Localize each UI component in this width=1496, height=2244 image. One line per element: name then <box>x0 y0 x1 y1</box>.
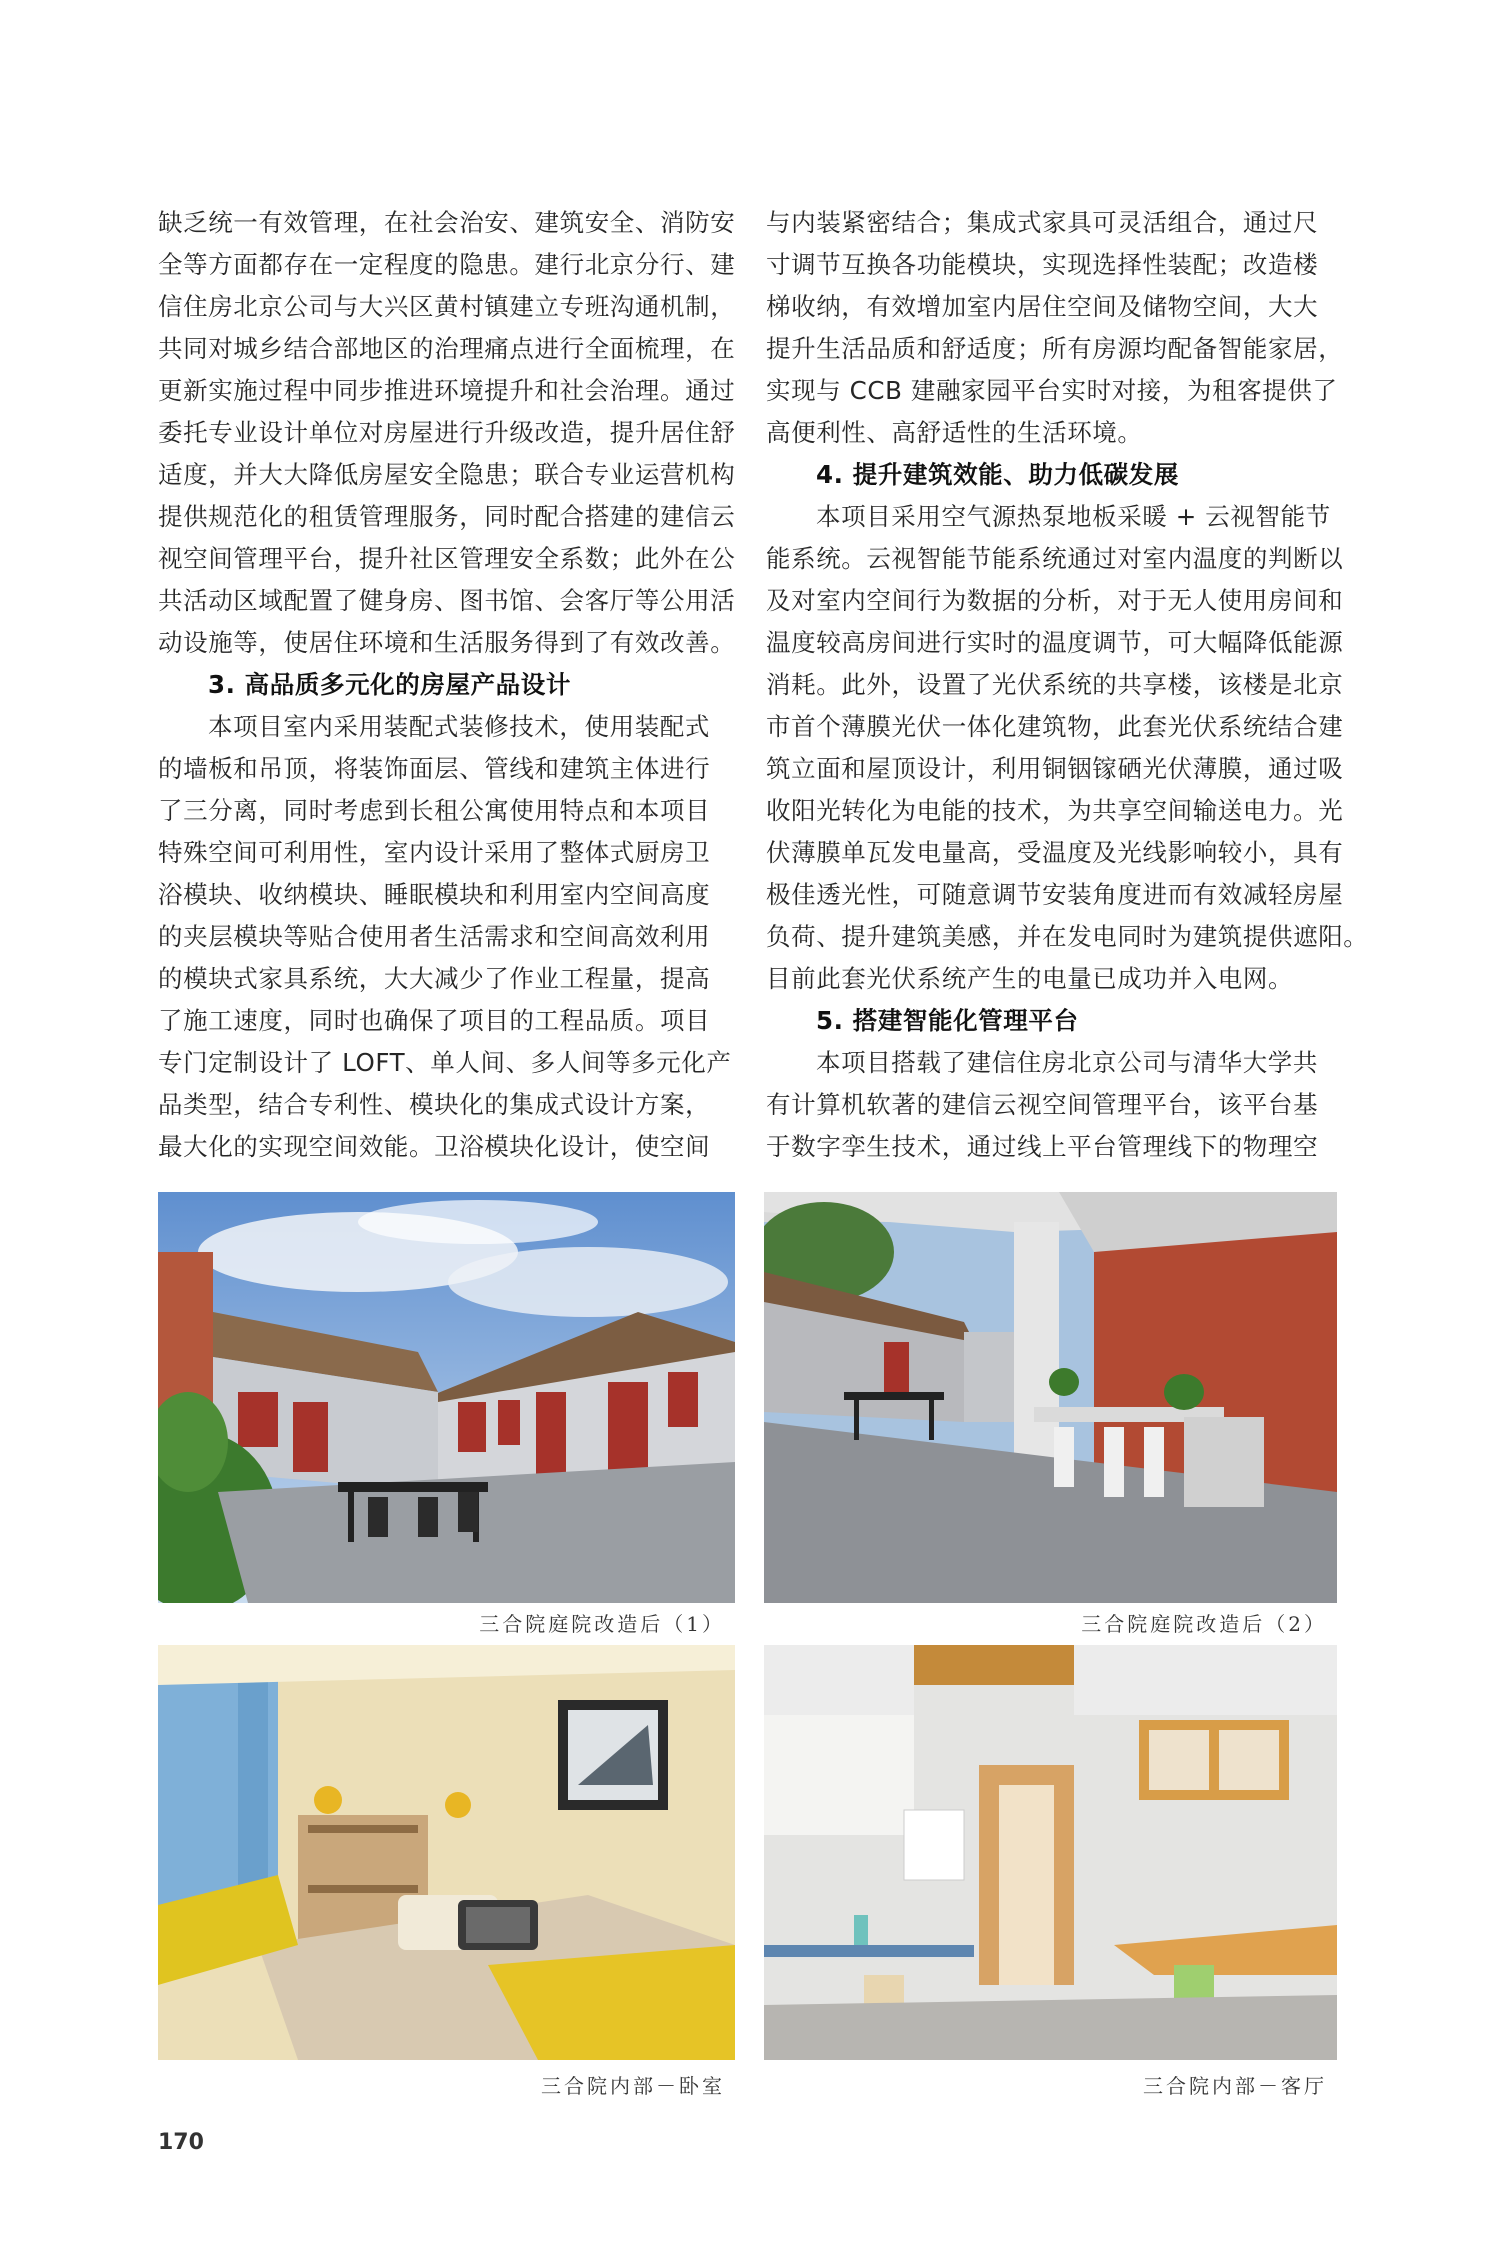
figure-caption: 三合院内部－卧室 <box>541 2074 725 2098</box>
paragraph-line: 的模块式家具系统，大大减少了作业工程量，提高 <box>158 964 711 993</box>
paragraph-line: 筑立面和屋顶设计，利用铜铟镓硒光伏薄膜，通过吸 <box>766 754 1344 783</box>
paragraph-line: 高便利性、高舒适性的生活环境。 <box>766 418 1143 447</box>
paragraph-line: 提升生活品质和舒适度；所有房源均配备智能家居， <box>766 334 1344 363</box>
paragraph-line: 能系统。云视智能节能系统通过对室内温度的判断以 <box>766 544 1344 573</box>
paragraph-line: 于数字孪生技术，通过线上平台管理线下的物理空 <box>766 1132 1319 1161</box>
paragraph-line: 专门定制设计了 LOFT、单人间、多人间等多元化产 <box>158 1048 732 1077</box>
paragraph-line: 全等方面都存在一定程度的隐患。建行北京分行、建 <box>158 250 736 279</box>
right-text-column <box>766 202 1369 1168</box>
paragraph-line: 的夹层模块等贴合使用者生活需求和空间高效利用 <box>158 922 711 951</box>
page-number: 170 <box>158 2130 204 2155</box>
paragraph-line: 梯收纳，有效增加室内居住空间及储物空间，大大 <box>766 292 1319 321</box>
paragraph-line: 及对室内空间行为数据的分析，对于无人使用房间和 <box>766 586 1344 615</box>
paragraph-line: 本项目搭载了建信住房北京公司与清华大学共 <box>816 1048 1318 1077</box>
paragraph-line: 消耗。此外，设置了光伏系统的共享楼，该楼是北京 <box>766 670 1344 699</box>
paragraph-line: 动设施等，使居住环境和生活服务得到了有效改善。 <box>158 628 736 657</box>
paragraph-line: 实现与 CCB 建融家园平台实时对接，为租客提供了 <box>766 376 1338 405</box>
paragraph-line: 了施工速度，同时也确保了项目的工程品质。项目 <box>158 1006 711 1035</box>
paragraph-line: 有计算机软著的建信云视空间管理平台，该平台基 <box>766 1090 1319 1119</box>
paragraph-line: 负荷、提升建筑美感，并在发电同时为建筑提供遮阳。 <box>766 922 1369 951</box>
paragraph-line: 寸调节互换各功能模块，实现选择性装配；改造楼 <box>766 250 1319 279</box>
courtyard-photo-1 <box>158 1192 735 1603</box>
paragraph-line: 了三分离，同时考虑到长租公寓使用特点和本项目 <box>158 796 711 825</box>
paragraph-line: 信住房北京公司与大兴区黄村镇建立专班沟通机制， <box>158 292 736 321</box>
figure-caption: 三合院内部－客厅 <box>1143 2074 1327 2098</box>
paragraph-line: 适度，并大大降低房屋安全隐患；联合专业运营机构 <box>158 460 736 489</box>
paragraph-line: 更新实施过程中同步推进环境提升和社会治理。通过 <box>158 376 736 405</box>
section-heading: 4. 提升建筑效能、助力低碳发展 <box>816 460 1179 489</box>
paragraph-line: 共同对城乡结合部地区的治理痛点进行全面梳理，在 <box>158 334 736 363</box>
paragraph-line: 视空间管理平台，提升社区管理安全系数；此外在公 <box>158 544 736 573</box>
paragraph-line: 特殊空间可利用性，室内设计采用了整体式厨房卫 <box>158 838 711 867</box>
paragraph-line: 温度较高房间进行实时的温度调节，可大幅降低能源 <box>766 628 1344 657</box>
paragraph-line: 提供规范化的租赁管理服务，同时配合搭建的建信云 <box>158 502 736 531</box>
figure-caption: 三合院庭院改造后（2） <box>1081 1612 1327 1636</box>
paragraph-line: 本项目室内采用装配式装修技术，使用装配式 <box>208 712 710 741</box>
paragraph-line: 共活动区域配置了健身房、图书馆、会客厅等公用活 <box>158 586 736 615</box>
courtyard-photo-2 <box>764 1192 1337 1603</box>
paragraph-line: 与内装紧密结合；集成式家具可灵活组合，通过尺 <box>766 208 1319 237</box>
paragraph-line: 委托专业设计单位对房屋进行升级改造，提升居住舒 <box>158 418 736 447</box>
figure-caption: 三合院庭院改造后（1） <box>479 1612 725 1636</box>
left-text-column <box>158 202 738 1168</box>
living-room-photo <box>764 1645 1337 2060</box>
paragraph-line: 伏薄膜单瓦发电量高，受温度及光线影响较小，具有 <box>766 838 1344 867</box>
paragraph-line: 品类型，结合专利性、模块化的集成式设计方案， <box>158 1090 711 1119</box>
paragraph-line: 目前此套光伏系统产生的电量已成功并入电网。 <box>766 964 1294 993</box>
paragraph-line: 浴模块、收纳模块、睡眠模块和利用室内空间高度 <box>158 880 711 909</box>
bedroom-photo <box>158 1645 735 2060</box>
paragraph-line: 最大化的实现空间效能。卫浴模块化设计，使空间 <box>158 1132 711 1161</box>
paragraph-line: 缺乏统一有效管理，在社会治安、建筑安全、消防安 <box>158 208 736 237</box>
section-heading: 3. 高品质多元化的房屋产品设计 <box>208 670 571 699</box>
paragraph-line: 极佳透光性，可随意调节安装角度进而有效减轻房屋 <box>766 880 1344 909</box>
paragraph-line: 收阳光转化为电能的技术，为共享空间输送电力。光 <box>766 796 1344 825</box>
section-heading: 5. 搭建智能化管理平台 <box>816 1006 1079 1035</box>
paragraph-line: 的墙板和吊顶，将装饰面层、管线和建筑主体进行 <box>158 754 711 783</box>
paragraph-line: 本项目采用空气源热泵地板采暖 + 云视智能节 <box>816 502 1331 531</box>
paragraph-line: 市首个薄膜光伏一体化建筑物，此套光伏系统结合建 <box>766 712 1344 741</box>
